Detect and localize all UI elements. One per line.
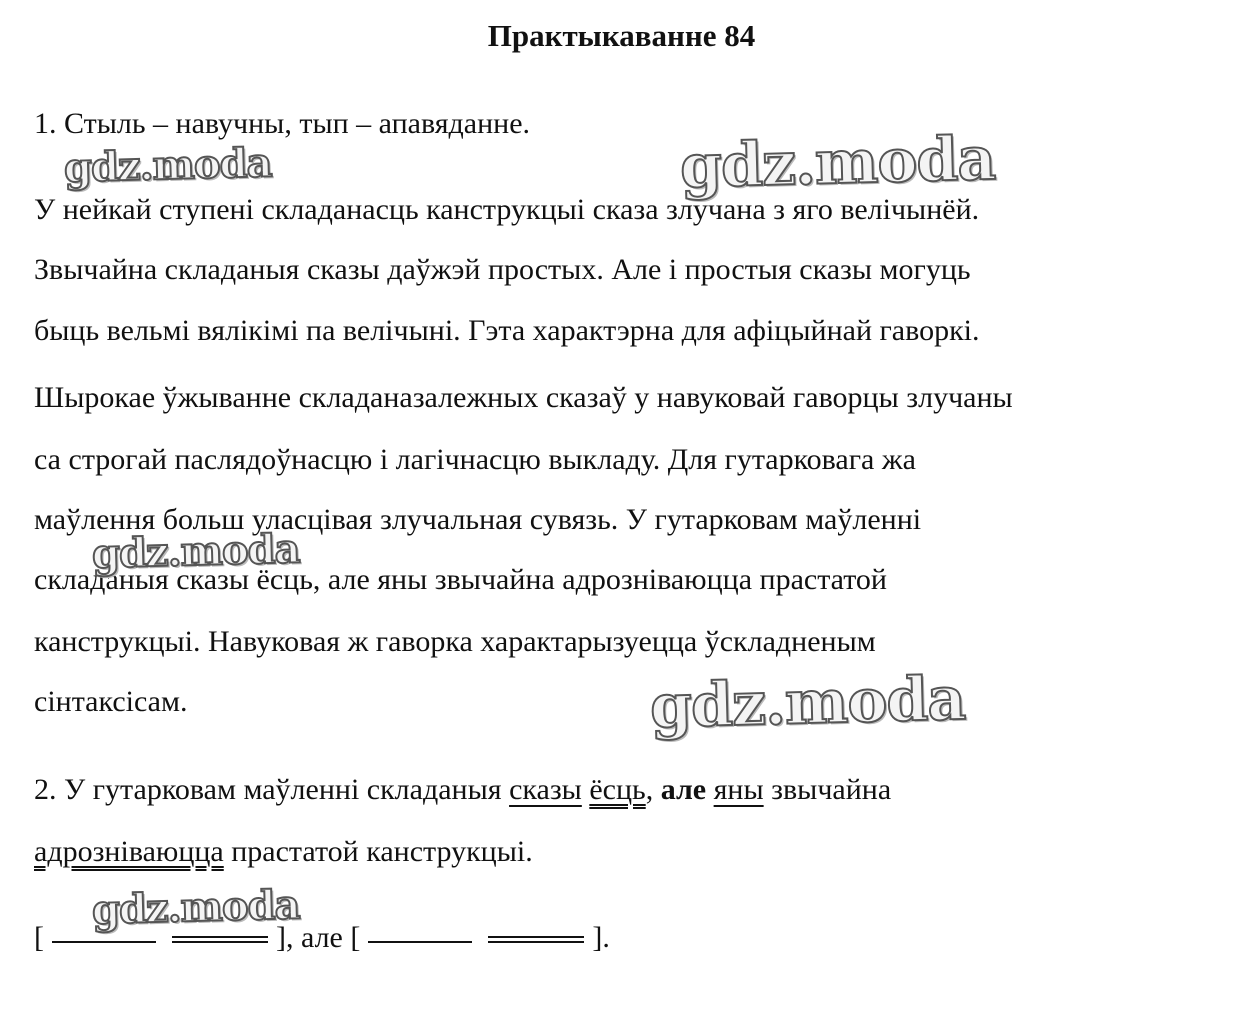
bracket-open: [ xyxy=(34,921,44,954)
sentence-rest: прастатой канструкцыі. xyxy=(231,835,533,868)
text-line: складаныя сказы ёсць, але яны звычайна адрозніваюцца прастатой xyxy=(34,563,887,596)
subject-slot xyxy=(52,941,156,943)
watermark-logo: gdz.moda xyxy=(91,525,301,578)
text-line: быць вельмі вялікімі па велічыні. Гэта характэрна для афіцыйнай гаворкі. xyxy=(34,314,980,347)
bracket-close-conjunction: ], але [ xyxy=(276,921,361,954)
predicate-slot xyxy=(488,936,584,943)
subject-word: яны xyxy=(713,773,764,806)
watermark-logo: gdz.moda xyxy=(91,881,301,934)
text-line: сінтаксісам. xyxy=(34,685,188,718)
analysis-sentence-line2 xyxy=(34,832,533,872)
text-line: маўлення больш уласцівая злучальная сувязь. У гутарковам маўленні xyxy=(34,503,922,536)
analysis-sentence-line1 xyxy=(34,770,891,810)
text-line: канструкцыі. Навуковая ж гаворка характарызуецца ўскладненым xyxy=(34,625,876,658)
predicate-word: адрозніваюцца xyxy=(34,835,224,868)
watermark-logo: gdz.moda xyxy=(63,139,273,192)
predicate-word: ёсць xyxy=(589,773,646,806)
page-title: Практыкаванне 84 xyxy=(487,18,756,53)
text-line: Звычайна складаныя сказы даўжэй простых. Але і простыя сказы могуць xyxy=(34,253,971,286)
adverb-word: звычайна xyxy=(771,773,892,806)
bracket-close: ]. xyxy=(592,921,610,954)
subject-word: сказы xyxy=(509,773,582,806)
section1-heading: 1. Стыль – навучны, тып – апавяданне. xyxy=(34,107,531,140)
text-line: Шырокае ўжыванне складаназалежных сказаў у навуковай гаворцы злучаны xyxy=(34,381,1013,414)
subject-slot xyxy=(368,941,472,943)
text-line: У нейкай ступені складанасць канструкцыі сказа злучана з яго велічынёй. xyxy=(34,193,980,226)
text-line: са строгай паслядоўнасцю і лагічнасцю выкладу. Для гутарковага жа xyxy=(34,443,916,476)
predicate-slot xyxy=(172,936,268,943)
conjunction-word: але xyxy=(660,773,707,806)
watermark-logo: gdz.moda xyxy=(679,123,997,203)
watermark-logo: gdz.moda xyxy=(649,663,967,743)
sentence-prefix: 2. У гутарковам маўленні складаныя xyxy=(34,773,510,806)
comma: , xyxy=(645,773,654,806)
